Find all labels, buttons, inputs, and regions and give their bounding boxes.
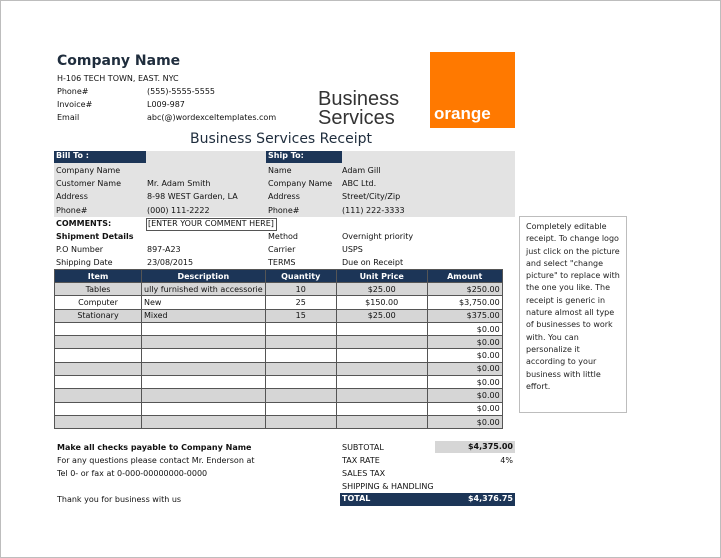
email-value: abc(@)wordexceltemplates.com <box>147 113 277 122</box>
amount-cell: $0.00 <box>427 322 502 335</box>
quantity-cell[interactable] <box>265 415 336 428</box>
table-row <box>55 322 503 335</box>
table-row <box>55 336 503 349</box>
description-cell[interactable]: ully furnished with accessorie <box>142 283 266 296</box>
ship-label: Name <box>268 166 292 175</box>
comments-input[interactable]: [ENTER YOUR COMMENT HERE] <box>146 218 277 231</box>
quantity-cell[interactable] <box>265 362 336 375</box>
unit-price-cell[interactable] <box>336 322 427 335</box>
checks-payable-text: Make all checks payable to Company Name <box>57 443 252 452</box>
column-header: Quantity <box>265 270 336 283</box>
po-value[interactable]: 897-A23 <box>147 245 181 254</box>
item-cell[interactable]: Computer <box>55 296 142 309</box>
item-cell[interactable] <box>55 349 142 362</box>
orange-logo[interactable] <box>430 52 515 128</box>
quantity-cell[interactable] <box>265 336 336 349</box>
shipping-handling-label: SHIPPING & HANDLING <box>342 482 434 491</box>
quantity-cell[interactable] <box>265 389 336 402</box>
unit-price-cell[interactable] <box>336 415 427 428</box>
description-cell[interactable] <box>142 376 266 389</box>
company-name: Company Name <box>57 53 181 69</box>
logo-line-1: Business <box>318 88 400 110</box>
ship-value[interactable]: Adam Gill <box>342 166 381 175</box>
description-cell[interactable] <box>142 336 266 349</box>
description-cell[interactable] <box>142 322 266 335</box>
amount-cell: $0.00 <box>427 402 502 415</box>
description-cell[interactable] <box>142 415 266 428</box>
company-address: H-106 TECH TOWN, EAST. NYC <box>57 74 179 83</box>
column-header: Description <box>142 270 266 283</box>
amount-cell: $0.00 <box>427 376 502 389</box>
unit-price-cell[interactable] <box>336 389 427 402</box>
ship-value[interactable]: Street/City/Zip <box>342 192 401 201</box>
table-header-row <box>55 270 503 283</box>
bill-to-header: Bill To : <box>54 151 146 163</box>
ship-value[interactable]: (111) 222-3333 <box>342 206 405 215</box>
description-cell[interactable]: New <box>142 296 266 309</box>
email-label: Email <box>57 113 80 122</box>
total-value: $4,376.75 <box>467 494 513 503</box>
invoice-label: Invoice# <box>57 100 93 109</box>
comments-label: COMMENTS: <box>56 219 112 228</box>
amount-cell: $0.00 <box>427 349 502 362</box>
ship-to-header: Ship To: <box>266 151 342 163</box>
unit-price-cell[interactable] <box>336 376 427 389</box>
bill-label: Address <box>56 192 88 201</box>
thanks-text: Thank you for business with us <box>57 495 182 504</box>
bill-value[interactable]: (000) 111-2222 <box>147 206 210 215</box>
item-cell[interactable] <box>55 322 142 335</box>
subtotal-label: SUBTOTAL <box>342 443 384 452</box>
ship-label: Address <box>268 192 300 201</box>
item-cell[interactable]: Stationary <box>55 309 142 322</box>
quantity-cell[interactable] <box>265 322 336 335</box>
unit-price-cell[interactable]: $150.00 <box>336 296 427 309</box>
sales-tax-label: SALES TAX <box>342 469 386 478</box>
table-row <box>55 376 503 389</box>
item-cell[interactable] <box>55 362 142 375</box>
table-row <box>55 362 503 375</box>
carrier-label: Carrier <box>268 245 296 254</box>
amount-cell: $0.00 <box>427 415 502 428</box>
questions-text: For any questions please contact Mr. Enderson at <box>57 456 255 465</box>
unit-price-cell[interactable] <box>336 336 427 349</box>
amount-cell: $375.00 <box>427 309 502 322</box>
quantity-cell[interactable]: 10 <box>265 283 336 296</box>
terms-value[interactable]: Due on Receipt <box>342 258 404 267</box>
amount-cell: $0.00 <box>427 389 502 402</box>
column-header: Amount <box>427 270 502 283</box>
method-label: Method <box>268 232 299 241</box>
subtotal-value: $4,375.00 <box>435 441 515 453</box>
quantity-cell[interactable] <box>265 349 336 362</box>
column-header: Unit Price <box>336 270 427 283</box>
bill-label: Phone# <box>56 206 88 215</box>
shipment-details-header: Shipment Details <box>56 232 134 241</box>
line-items-table <box>54 269 503 429</box>
quantity-cell[interactable]: 25 <box>265 296 336 309</box>
unit-price-cell[interactable]: $25.00 <box>336 309 427 322</box>
item-cell[interactable] <box>55 389 142 402</box>
ship-label: Company Name <box>268 179 333 188</box>
table-row <box>55 296 503 309</box>
business-services-logo-text <box>318 90 399 128</box>
table-row <box>55 349 503 362</box>
amount-cell: $0.00 <box>427 362 502 375</box>
quantity-cell[interactable] <box>265 376 336 389</box>
carrier-value[interactable]: USPS <box>342 245 363 254</box>
unit-price-cell[interactable] <box>336 349 427 362</box>
quantity-cell[interactable]: 15 <box>265 309 336 322</box>
terms-label: TERMS <box>268 258 296 267</box>
table-row <box>55 283 503 296</box>
tax-rate-label: TAX RATE <box>342 456 380 465</box>
item-cell[interactable] <box>55 376 142 389</box>
bill-label: Company Name <box>56 166 121 175</box>
shipping-date-label: Shipping Date <box>56 258 113 267</box>
bill-value[interactable]: 8-98 WEST Garden, LA <box>147 192 238 201</box>
description-cell[interactable] <box>142 349 266 362</box>
table-row <box>55 389 503 402</box>
description-cell[interactable] <box>142 362 266 375</box>
receipt-title: Business Services Receipt <box>190 131 372 147</box>
table-row <box>55 402 503 415</box>
ship-label: Phone# <box>268 206 300 215</box>
table-row <box>55 309 503 322</box>
table-row <box>55 415 503 428</box>
bill-label: Customer Name <box>56 179 122 188</box>
method-value[interactable]: Overnight priority <box>342 232 414 241</box>
invoice-value: L009-987 <box>147 100 185 109</box>
quantity-cell[interactable] <box>265 402 336 415</box>
amount-cell: $3,750.00 <box>427 296 502 309</box>
tax-rate-value[interactable]: 4% <box>500 456 513 465</box>
instructions-note: Completely editable receipt. To change logo just click on the picture and select "change picture" to replace with the one you like. The receipt is generic in nature almost all type of businesses to work with. You can personalize it according to your business with little effort. <box>519 216 627 413</box>
logo-brand: orange <box>434 104 491 123</box>
amount-cell: $0.00 <box>427 336 502 349</box>
unit-price-cell[interactable]: $25.00 <box>336 283 427 296</box>
shipping-date-value[interactable]: 23/08/2015 <box>147 258 194 267</box>
ship-value[interactable]: ABC Ltd. <box>342 179 377 188</box>
amount-cell: $250.00 <box>427 283 502 296</box>
total-bar <box>340 493 515 506</box>
description-cell[interactable] <box>142 389 266 402</box>
item-cell[interactable] <box>55 336 142 349</box>
phone-value: (555)-5555-5555 <box>147 87 216 96</box>
unit-price-cell[interactable] <box>336 402 427 415</box>
po-label: P.O Number <box>56 245 104 254</box>
description-cell[interactable] <box>142 402 266 415</box>
total-label: TOTAL <box>342 494 371 503</box>
unit-price-cell[interactable] <box>336 362 427 375</box>
item-cell[interactable] <box>55 415 142 428</box>
column-header: Item <box>55 270 142 283</box>
phone-label: Phone# <box>57 87 89 96</box>
contact-text: Tel 0- or fax at 0-000-00000000-0000 <box>57 469 208 478</box>
item-cell[interactable] <box>55 402 142 415</box>
item-cell[interactable]: Tables <box>55 283 142 296</box>
bill-value[interactable]: Mr. Adam Smith <box>147 179 211 188</box>
logo-line-2: Services <box>318 107 395 129</box>
description-cell[interactable]: Mixed <box>142 309 266 322</box>
